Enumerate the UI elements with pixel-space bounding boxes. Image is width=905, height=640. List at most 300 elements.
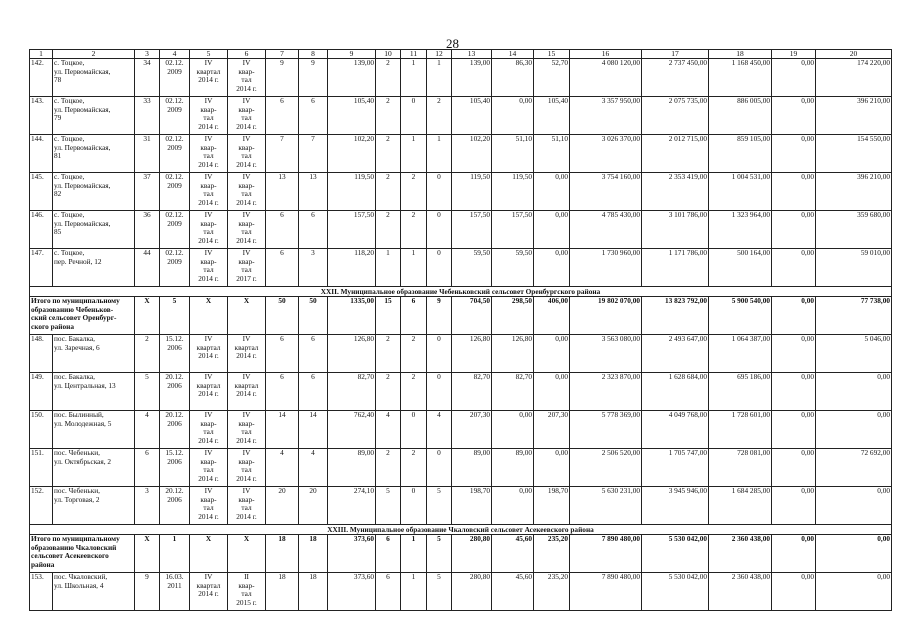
table-cell: пос. Былинный, ул. Молодежная, 5 (53, 411, 135, 449)
table-cell: 151. (30, 449, 53, 487)
section-heading: XXIII. Муниципальное образование Чкаловский сельсовет Асекеевского района (30, 525, 892, 535)
table-cell: 126,80 (452, 335, 492, 373)
table-cell: 105,40 (452, 97, 492, 135)
table-cell: 45,60 (492, 573, 534, 611)
total-label: Итого по муниципальному образованию Чебеньков- ский сельсовет Оренбург- ского района (30, 297, 135, 335)
table-cell: 2 (427, 97, 452, 135)
column-number: 18 (709, 50, 772, 59)
table-cell: 15.12. 2006 (160, 449, 190, 487)
total-cell: 6 (376, 535, 401, 573)
table-cell: 0 (401, 411, 427, 449)
table-row (30, 487, 892, 525)
table-cell: 7 (266, 135, 299, 173)
total-cell: X (228, 535, 266, 573)
table-row (30, 573, 892, 611)
total-cell: 1 (160, 535, 190, 573)
table-cell: 59,50 (492, 249, 534, 287)
table-cell: 3 754 160,00 (570, 173, 642, 211)
table-cell: пос. Бакалка, ул. Центральная, 13 (53, 373, 135, 411)
table-cell: 20.12. 2006 (160, 411, 190, 449)
total-cell: X (190, 535, 228, 573)
table-cell: 6 (266, 335, 299, 373)
table-cell: 119,50 (492, 173, 534, 211)
table-cell: 1 (401, 135, 427, 173)
table-cell: 14 (266, 411, 299, 449)
total-cell: 704,50 (452, 297, 492, 335)
table-cell: 102,20 (328, 135, 376, 173)
table-cell: 102,20 (452, 135, 492, 173)
table-cell: 0,00 (492, 411, 534, 449)
table-cell: 396 210,00 (816, 97, 892, 135)
table-cell: IV квар- тал 2014 г. (190, 173, 228, 211)
table-cell: 7 (299, 135, 328, 173)
table-cell: 157,50 (452, 211, 492, 249)
table-cell: 6 (266, 373, 299, 411)
table-cell: 153. (30, 573, 53, 611)
table-cell: 0,00 (492, 487, 534, 525)
table-cell: 1 (427, 59, 452, 97)
table-cell: 51,10 (534, 135, 570, 173)
table-cell: 1 730 960,00 (570, 249, 642, 287)
table-cell: 02.12. 2009 (160, 135, 190, 173)
table-cell: IV квар- тал 2014 г. (190, 249, 228, 287)
table-cell: 0 (427, 373, 452, 411)
table-cell: 4 785 430,00 (570, 211, 642, 249)
table-cell: 14 (299, 411, 328, 449)
table-cell: 89,00 (328, 449, 376, 487)
table-cell: 0,00 (772, 59, 816, 97)
table-cell: 0,00 (534, 173, 570, 211)
table-cell: 118,20 (328, 249, 376, 287)
table-cell: 0 (401, 487, 427, 525)
section-heading-row (30, 525, 892, 535)
total-cell: X (135, 297, 160, 335)
table-cell: 59,50 (452, 249, 492, 287)
table-cell: 20 (299, 487, 328, 525)
table-cell: 126,80 (328, 335, 376, 373)
table-row (30, 249, 892, 287)
total-cell: 6 (401, 297, 427, 335)
table-cell: 1 705 747,00 (642, 449, 709, 487)
total-row (30, 535, 892, 573)
table-cell: IV квартал 2014 г. (190, 335, 228, 373)
table-cell: 500 164,00 (709, 249, 772, 287)
table-cell: 886 005,00 (709, 97, 772, 135)
table-cell: 1 171 786,00 (642, 249, 709, 287)
total-cell: 373,60 (328, 535, 376, 573)
table-cell: 143. (30, 97, 53, 135)
total-cell: 1 (401, 535, 427, 573)
table-cell: 207,30 (534, 411, 570, 449)
table-cell: 2 (135, 335, 160, 373)
column-number: 5 (190, 50, 228, 59)
table-cell: IV квар- тал 2014 г. (190, 449, 228, 487)
table-cell: 2 (376, 373, 401, 411)
total-cell: 0,00 (772, 297, 816, 335)
table-cell: 0 (427, 173, 452, 211)
table-cell: IV квар- тал 2014 г. (228, 411, 266, 449)
column-number: 17 (642, 50, 709, 59)
table-cell: 9 (266, 59, 299, 97)
table-cell: 3 945 946,00 (642, 487, 709, 525)
table-cell: 82,70 (328, 373, 376, 411)
table-cell: 5 (427, 487, 452, 525)
total-cell: 9 (427, 297, 452, 335)
table-cell: 2 (401, 173, 427, 211)
table-cell: 144. (30, 135, 53, 173)
table-cell: 6 (135, 449, 160, 487)
table-cell: 2 (376, 211, 401, 249)
total-cell: 19 802 070,00 (570, 297, 642, 335)
total-row (30, 297, 892, 335)
table-cell: 0,00 (492, 97, 534, 135)
table-cell: IV квар- тал 2014 г. (228, 487, 266, 525)
table-cell: 5 046,00 (816, 335, 892, 373)
table-cell: 147. (30, 249, 53, 287)
table-cell: 36 (135, 211, 160, 249)
table-cell: IV квар- тал 2017 г. (228, 249, 266, 287)
column-number: 19 (772, 50, 816, 59)
table-cell: 3 026 370,00 (570, 135, 642, 173)
column-number: 10 (376, 50, 401, 59)
table-cell: 82,70 (492, 373, 534, 411)
total-cell: 18 (299, 535, 328, 573)
total-cell: X (228, 297, 266, 335)
table-cell: IV квар- тал 2014 г. (190, 487, 228, 525)
table-cell: 2 737 450,00 (642, 59, 709, 97)
table-cell: 1 628 684,00 (642, 373, 709, 411)
column-number: 1 (30, 50, 53, 59)
section-heading: XXII. Муниципальное образование Чебеньковский сельсовет Оренбургского района (30, 287, 892, 297)
table-cell: с. Тоцкое, ул. Первомайская, 78 (53, 59, 135, 97)
table-cell: 44 (135, 249, 160, 287)
table-cell: 6 (299, 335, 328, 373)
table-cell: IV квар- тал 2014 г. (228, 173, 266, 211)
table-cell: IV квартал 2014 г. (190, 373, 228, 411)
table-cell: 4 (376, 411, 401, 449)
table-cell: 0,00 (534, 373, 570, 411)
table-cell: 359 680,00 (816, 211, 892, 249)
table-cell: 4 (135, 411, 160, 449)
table-cell: 0,00 (772, 211, 816, 249)
table-cell: 174 220,00 (816, 59, 892, 97)
table-row (30, 211, 892, 249)
table-cell: 152. (30, 487, 53, 525)
table-cell: 0,00 (772, 487, 816, 525)
column-number: 7 (266, 50, 299, 59)
table-cell: 1 (401, 573, 427, 611)
table-cell: 119,50 (452, 173, 492, 211)
table-cell: 2 075 735,00 (642, 97, 709, 135)
table-cell: 2 (401, 211, 427, 249)
table-cell: 0 (427, 211, 452, 249)
page-number: 28 (446, 36, 459, 51)
table-row (30, 411, 892, 449)
table-cell: 0,00 (534, 449, 570, 487)
total-cell: 18 (266, 535, 299, 573)
table-cell: 4 (427, 411, 452, 449)
table-cell: 1 728 601,00 (709, 411, 772, 449)
column-number: 12 (427, 50, 452, 59)
table-cell: IV квар- тал 2014 г. (228, 59, 266, 97)
total-cell: X (135, 535, 160, 573)
total-cell: 298,50 (492, 297, 534, 335)
table-cell: 2 323 870,00 (570, 373, 642, 411)
table-cell: 154 550,00 (816, 135, 892, 173)
table-cell: 2 493 647,00 (642, 335, 709, 373)
table-cell: 198,70 (452, 487, 492, 525)
table-cell: 0,00 (772, 335, 816, 373)
table-cell: 859 105,00 (709, 135, 772, 173)
table-cell: 235,20 (534, 573, 570, 611)
table-cell: 198,70 (534, 487, 570, 525)
total-cell: 13 823 792,00 (642, 297, 709, 335)
table-cell: 33 (135, 97, 160, 135)
table-row (30, 59, 892, 97)
total-cell: 2 360 438,00 (709, 535, 772, 573)
table-cell: 3 101 786,00 (642, 211, 709, 249)
table-cell: 207,30 (452, 411, 492, 449)
table-row (30, 373, 892, 411)
table-cell: 1 (376, 249, 401, 287)
table-row (30, 135, 892, 173)
table-cell: IV квар- тал 2014 г. (228, 211, 266, 249)
total-cell: 0,00 (816, 535, 892, 573)
table-cell: 150. (30, 411, 53, 449)
total-label: Итого по муниципальному образованию Чкаловский сельсовет Асекеевского района (30, 535, 135, 573)
table-cell: 2 (401, 449, 427, 487)
table-cell: 0,00 (816, 373, 892, 411)
total-cell: 50 (266, 297, 299, 335)
table-row (30, 449, 892, 487)
table-cell: 7 890 480,00 (570, 573, 642, 611)
table-cell: с. Тоцкое, ул. Первомайская, 82 (53, 173, 135, 211)
table-cell: 34 (135, 59, 160, 97)
table-cell: 18 (299, 573, 328, 611)
column-number: 13 (452, 50, 492, 59)
table-cell: 2 (376, 449, 401, 487)
total-cell: 280,80 (452, 535, 492, 573)
table-cell: 2 (376, 173, 401, 211)
table-cell: IV квар- тал 2014 г. (190, 411, 228, 449)
table-cell: IV квартал 2014 г. (190, 573, 228, 611)
table-cell: 695 186,00 (709, 373, 772, 411)
table-cell: 0,00 (534, 211, 570, 249)
total-cell: 5 530 042,00 (642, 535, 709, 573)
table-cell: 6 (299, 373, 328, 411)
total-cell: X (190, 297, 228, 335)
table-cell: 5 (376, 487, 401, 525)
table-cell: 2 (376, 335, 401, 373)
table-cell: с. Тоцкое, пер. Речной, 12 (53, 249, 135, 287)
table-cell: 1 (401, 59, 427, 97)
table-cell: 5 530 042,00 (642, 573, 709, 611)
table-cell: 2 012 715,00 (642, 135, 709, 173)
table-cell: пос. Чкаловский, ул. Школьная, 4 (53, 573, 135, 611)
table-cell: IV квар- тал 2014 г. (228, 449, 266, 487)
table-cell: 0 (427, 335, 452, 373)
table-cell: IV квартал 2014 г. (190, 59, 228, 97)
total-cell: 406,00 (534, 297, 570, 335)
table-cell: 157,50 (328, 211, 376, 249)
table-cell: 1 004 531,00 (709, 173, 772, 211)
table-cell: 5 (135, 373, 160, 411)
table-cell: IV квар- тал 2014 г. (190, 211, 228, 249)
table-cell: 139,00 (452, 59, 492, 97)
table-cell: IV квар- тал 2014 г. (228, 135, 266, 173)
table-cell: 0,00 (772, 449, 816, 487)
table-cell: 149. (30, 373, 53, 411)
table-cell: 15.12. 2006 (160, 335, 190, 373)
table-cell: 89,00 (452, 449, 492, 487)
total-cell: 77 738,00 (816, 297, 892, 335)
table-cell: 373,60 (328, 573, 376, 611)
table-cell: 89,00 (492, 449, 534, 487)
table-cell: 9 (299, 59, 328, 97)
table-cell: 0,00 (772, 249, 816, 287)
table-cell: 3 357 950,00 (570, 97, 642, 135)
table-cell: 20.12. 2006 (160, 373, 190, 411)
table-cell: 119,50 (328, 173, 376, 211)
table-cell: 02.12. 2009 (160, 97, 190, 135)
table-cell: 13 (266, 173, 299, 211)
total-cell: 5 (160, 297, 190, 335)
total-cell: 0,00 (772, 535, 816, 573)
table-cell: 0,00 (816, 487, 892, 525)
table-cell: 4 080 120,00 (570, 59, 642, 97)
table-cell: 2 (376, 135, 401, 173)
table-cell: 0,00 (816, 411, 892, 449)
table-cell: 02.12. 2009 (160, 173, 190, 211)
table-cell: IV квар- тал 2014 г. (228, 97, 266, 135)
table-cell: 02.12. 2009 (160, 59, 190, 97)
column-number-row (30, 50, 892, 59)
table-cell: 72 692,00 (816, 449, 892, 487)
table-cell: с. Тоцкое, ул. Первомайская, 85 (53, 211, 135, 249)
column-number: 2 (53, 50, 135, 59)
table-cell: 274,10 (328, 487, 376, 525)
table-cell: 1 (427, 135, 452, 173)
table-cell: 0,00 (534, 335, 570, 373)
table-cell: 0,00 (772, 173, 816, 211)
table-cell: 280,80 (452, 573, 492, 611)
total-cell: 15 (376, 297, 401, 335)
table-cell: 148. (30, 335, 53, 373)
table-cell: 20.12. 2006 (160, 487, 190, 525)
column-number: 9 (328, 50, 376, 59)
total-cell: 45,60 (492, 535, 534, 573)
column-number: 16 (570, 50, 642, 59)
table-cell: 18 (266, 573, 299, 611)
column-number: 20 (816, 50, 892, 59)
table-cell: 2 (376, 59, 401, 97)
table-cell: 2 353 419,00 (642, 173, 709, 211)
table-cell: IV квартал 2014 г. (228, 373, 266, 411)
table-cell: 31 (135, 135, 160, 173)
table-cell: 105,40 (328, 97, 376, 135)
table-cell: 51,10 (492, 135, 534, 173)
table-cell: 126,80 (492, 335, 534, 373)
table-cell: 396 210,00 (816, 173, 892, 211)
table-cell: 1 684 285,00 (709, 487, 772, 525)
table-cell: 3 (299, 249, 328, 287)
total-cell: 50 (299, 297, 328, 335)
total-cell: 5 (427, 535, 452, 573)
table-cell: 139,00 (328, 59, 376, 97)
table-cell: 3 (135, 487, 160, 525)
table-cell: 157,50 (492, 211, 534, 249)
table-cell: 0,00 (534, 249, 570, 287)
table-cell: 0,00 (772, 135, 816, 173)
table-cell: 105,40 (534, 97, 570, 135)
table-cell: 0 (427, 449, 452, 487)
table-cell: пос. Чебеньки, ул. Торговая, 2 (53, 487, 135, 525)
table-cell: пос. Чебеньки, ул. Октябрьская, 2 (53, 449, 135, 487)
table-cell: с. Тоцкое, ул. Первомайская, 79 (53, 97, 135, 135)
table-cell: 52,70 (534, 59, 570, 97)
table-cell: 4 (266, 449, 299, 487)
table-cell: 6 (266, 211, 299, 249)
table-cell: 02.12. 2009 (160, 211, 190, 249)
total-cell: 1335,00 (328, 297, 376, 335)
table-cell: 20 (266, 487, 299, 525)
column-number: 3 (135, 50, 160, 59)
table-cell: 0,00 (816, 573, 892, 611)
table-cell: 5 778 369,00 (570, 411, 642, 449)
column-number: 15 (534, 50, 570, 59)
table-row (30, 335, 892, 373)
table-cell: 142. (30, 59, 53, 97)
table-cell: 6 (299, 211, 328, 249)
table-cell: 4 (299, 449, 328, 487)
table-cell: с. Тоцкое, ул. Первомайская, 81 (53, 135, 135, 173)
table-cell: 1 168 450,00 (709, 59, 772, 97)
table-cell: 0 (401, 97, 427, 135)
total-cell: 235,20 (534, 535, 570, 573)
table-cell: 16.03. 2011 (160, 573, 190, 611)
table-row (30, 173, 892, 211)
table-cell: 82,70 (452, 373, 492, 411)
table-cell: 1 323 964,00 (709, 211, 772, 249)
table-cell: 86,30 (492, 59, 534, 97)
column-number: 14 (492, 50, 534, 59)
column-number: 11 (401, 50, 427, 59)
table-cell: 1 064 387,00 (709, 335, 772, 373)
table-cell: 2 360 438,00 (709, 573, 772, 611)
table-cell: II квар- тал 2015 г. (228, 573, 266, 611)
table-row (30, 97, 892, 135)
table-cell: 146. (30, 211, 53, 249)
table-cell: 145. (30, 173, 53, 211)
table-cell: 37 (135, 173, 160, 211)
table-cell: 0,00 (772, 373, 816, 411)
table-cell: 762,40 (328, 411, 376, 449)
table-cell: 9 (135, 573, 160, 611)
table-cell: 728 081,00 (709, 449, 772, 487)
table-cell: 5 630 231,00 (570, 487, 642, 525)
table-cell: 4 049 768,00 (642, 411, 709, 449)
table-cell: 0,00 (772, 573, 816, 611)
resettlement-register-table (29, 49, 892, 611)
table-cell: пос. Бакалка, ул. Заречная, 6 (53, 335, 135, 373)
total-cell: 5 900 540,00 (709, 297, 772, 335)
table-cell: IV квар- тал 2014 г. (190, 135, 228, 173)
total-cell: 7 890 480,00 (570, 535, 642, 573)
table-cell: 02.12. 2009 (160, 249, 190, 287)
table-cell: 59 010,00 (816, 249, 892, 287)
column-number: 4 (160, 50, 190, 59)
table-cell: 0,00 (772, 411, 816, 449)
